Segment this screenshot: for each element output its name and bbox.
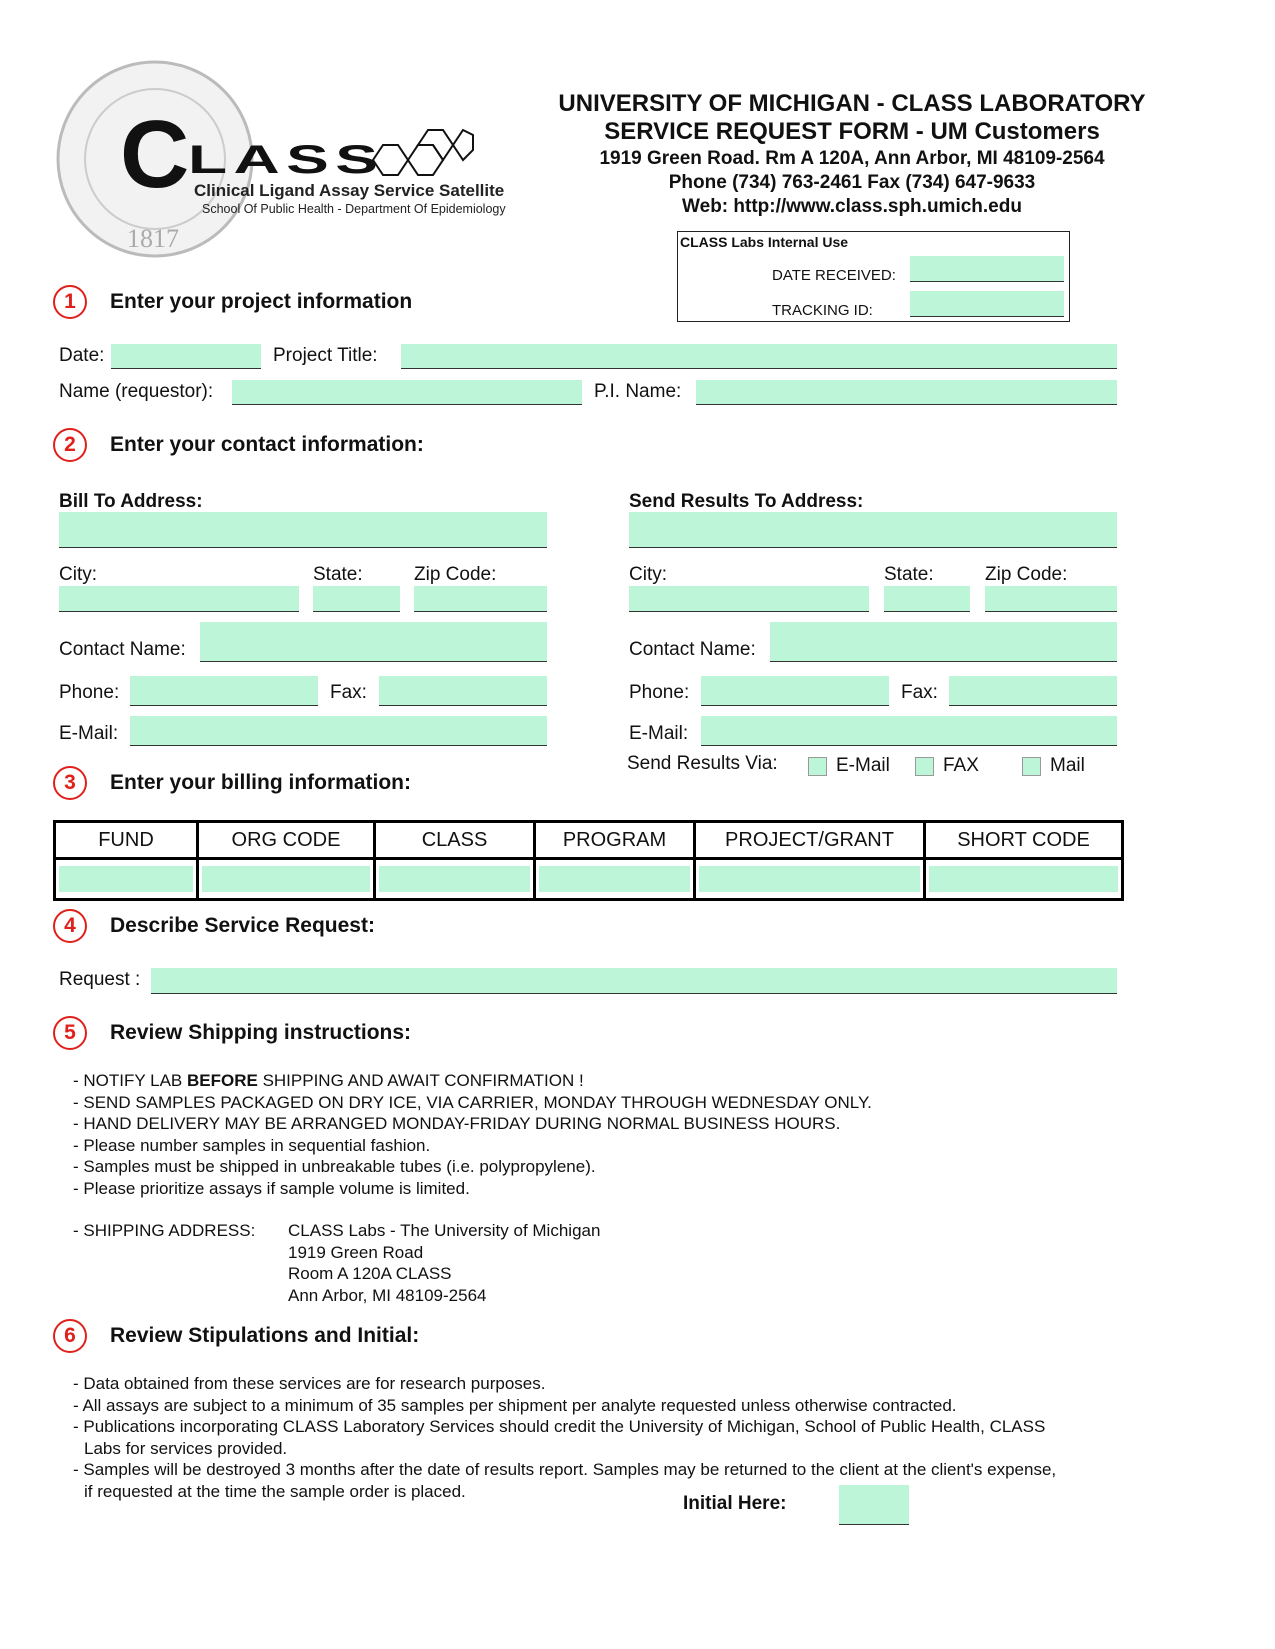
send-fax-field[interactable] [949,676,1117,706]
shipping-address [288,1220,600,1306]
bill-zip-field[interactable] [414,586,547,612]
shipping-address-label: - SHIPPING ADDRESS: [73,1221,256,1240]
shipping-line-1c: SHIPPING AND AWAIT CONFIRMATION ! [257,1071,584,1090]
col-project-grant: PROJECT/GRANT [695,822,925,859]
section-1-title: Enter your project information [110,290,413,313]
send-to-address-field[interactable] [629,512,1117,548]
header-phone: Phone (734) 763-2461 Fax (734) 647-9633 [668,172,1036,193]
section-3-title: Enter your billing information: [110,771,411,794]
section-5-title: Review Shipping instructions: [110,1021,412,1044]
send-state-field[interactable] [884,586,970,612]
logo-department: School Of Public Health - Department Of Epidemiology [202,202,506,216]
shipping-line-6: - Please prioritize assays if sample volume is limited. [73,1178,470,1198]
bill-email-label: E-Mail: [59,723,119,744]
bill-email-field[interactable] [130,716,547,746]
requestor-label: Name (requestor): [59,381,214,402]
address-line: Ann Arbor, MI 48109-2564 [288,1285,487,1305]
bill-city-label: City: [59,564,97,585]
program-field[interactable] [539,866,690,892]
send-state-label: State: [884,564,934,585]
send-zip-label: Zip Code: [985,564,1068,585]
send-fax-label: Fax: [901,682,938,703]
stipulation-line: if requested at the time the sample order is placed. [84,1481,466,1501]
shipping-instructions [73,1070,872,1199]
step-4-icon: 4 [53,909,87,943]
pi-name-label: P.I. Name: [594,381,682,402]
step-5-icon: 5 [53,1016,87,1050]
via-mail-label: Mail [1050,755,1085,776]
send-contact-label: Contact Name: [629,639,756,660]
tracking-id-field[interactable] [910,291,1064,317]
send-city-label: City: [629,564,667,585]
bill-contact-label: Contact Name: [59,639,186,660]
header-address: 1919 Green Road. Rm A 120A, Ann Arbor, MI 48109-2564 [599,148,1105,169]
send-phone-field[interactable] [701,676,889,706]
logo-c: C [120,101,190,208]
via-mail-checkbox[interactable] [1022,757,1041,776]
send-zip-field[interactable] [985,586,1117,612]
shipping-line-5: - Samples must be shipped in unbreakable tubes (i.e. polypropylene). [73,1157,596,1176]
billing-table [53,820,1124,901]
via-email-checkbox[interactable] [808,757,827,776]
shipping-line-2: - SEND SAMPLES PACKAGED ON DRY ICE, VIA CARRIER, MONDAY THROUGH WEDNESDAY ONLY. [73,1092,872,1112]
header-subtitle: SERVICE REQUEST FORM - UM Customers [604,118,1100,145]
request-field[interactable] [151,968,1117,994]
bill-city-field[interactable] [59,586,299,612]
date-label: Date: [59,345,105,366]
col-org-code: ORG CODE [198,822,375,859]
via-email-label: E-Mail [836,755,890,776]
tracking-id-label: TRACKING ID: [772,302,873,319]
date-received-field[interactable] [910,256,1064,282]
billing-input-row [55,859,1123,900]
bill-state-field[interactable] [313,586,400,612]
header-title: UNIVERSITY OF MICHIGAN - CLASS LABORATORY [558,90,1146,117]
billing-header-row [55,822,1123,859]
pi-name-field[interactable] [696,380,1117,405]
project-grant-field[interactable] [699,866,920,892]
send-to-label: Send Results To Address: [629,491,864,512]
address-line: Room A 120A CLASS [288,1264,452,1283]
bill-phone-field[interactable] [130,676,318,706]
col-fund: FUND [55,822,198,859]
section-2-title: Enter your contact information: [110,433,424,456]
initial-label: Initial Here: [683,1493,787,1514]
send-email-label: E-Mail: [629,723,689,744]
bill-phone-label: Phone: [59,682,120,703]
send-contact-field[interactable] [770,622,1117,662]
step-2-icon: 2 [53,428,87,462]
bill-contact-field[interactable] [200,622,547,662]
stipulations [73,1373,1056,1502]
send-city-field[interactable] [629,586,869,612]
address-line: 1919 Green Road [288,1242,424,1262]
step-1-icon: 1 [53,285,87,319]
shipping-line-1b: BEFORE [187,1071,258,1090]
header-web: Web: http://www.class.sph.umich.edu [682,196,1022,217]
col-class: CLASS [375,822,535,859]
bill-fax-label: Fax: [330,682,367,703]
org-code-field[interactable] [202,866,370,892]
stipulation-line: - Publications incorporating CLASS Laboratory Services should credit the University of Michigan, School of Public Health, CLASS [73,1417,1046,1436]
section-4-title: Describe Service Request: [110,914,375,937]
send-email-field[interactable] [701,716,1117,746]
logo-full-name: Clinical Ligand Assay Service Satellite [194,181,505,200]
stipulation-line: - Samples will be destroyed 3 months after the date of results report. Samples may be returned to the client at the client's expense, [73,1460,1057,1479]
initial-field[interactable] [839,1485,909,1525]
internal-use-box [677,231,1070,322]
svg-text:1817: 1817 [127,224,179,253]
bill-fax-field[interactable] [379,676,547,706]
bill-to-label: Bill To Address: [59,491,203,512]
send-via-label: Send Results Via: [627,753,778,774]
step-3-icon: 3 [53,766,87,800]
bill-to-address-field[interactable] [59,512,547,548]
date-field[interactable] [111,344,261,369]
shipping-line-3: - HAND DELIVERY MAY BE ARRANGED MONDAY-FRIDAY DURING NORMAL BUSINESS HOURS. [73,1114,841,1133]
stipulation-line: - Data obtained from these services are for research purposes. [73,1374,546,1393]
molecule-icon [368,110,478,180]
stipulation-line: - All assays are subject to a minimum of 35 samples per shipment per analyte requested unless otherwise contracted. [73,1395,957,1415]
via-fax-checkbox[interactable] [915,757,934,776]
col-short-code: SHORT CODE [925,822,1123,859]
short-code-field[interactable] [929,866,1118,892]
request-label: Request : [59,969,141,990]
requestor-field[interactable] [232,380,582,405]
section-6-title: Review Stipulations and Initial: [110,1324,420,1347]
address-line: CLASS Labs - The University of Michigan [288,1221,601,1240]
send-phone-label: Phone: [629,682,690,703]
logo-lass: LASS [188,138,385,182]
via-fax-label: FAX [943,755,979,776]
stipulation-line: Labs for services provided. [84,1438,288,1458]
fund-field[interactable] [59,866,193,892]
bill-zip-label: Zip Code: [414,564,497,585]
class-field[interactable] [379,866,530,892]
step-6-icon: 6 [53,1319,87,1353]
shipping-line-4: - Please number samples in sequential fashion. [73,1135,431,1155]
internal-use-title: CLASS Labs Internal Use [680,234,849,250]
date-received-label: DATE RECEIVED: [772,267,896,284]
project-title-field[interactable] [401,344,1117,369]
project-title-label: Project Title: [273,345,378,366]
col-program: PROGRAM [535,822,695,859]
shipping-line-1a: - NOTIFY LAB [73,1071,187,1090]
bill-state-label: State: [313,564,363,585]
